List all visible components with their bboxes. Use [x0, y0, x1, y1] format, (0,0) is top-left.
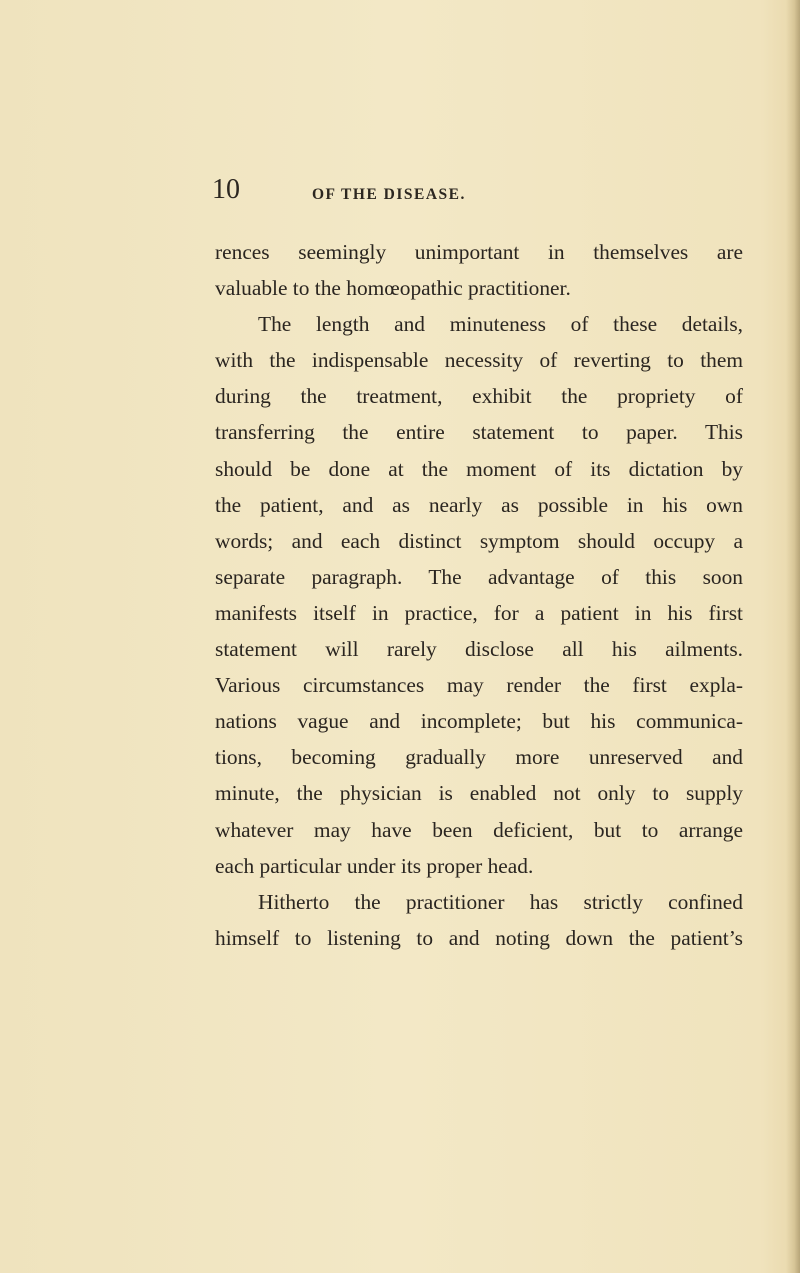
text-line: Hitherto the practitioner has strictly confined — [258, 889, 743, 914]
text-line: himself to listening to and noting down the patient’s — [215, 925, 743, 950]
text-line: tions, becoming gradually more unreserved and — [215, 745, 743, 770]
text-line: transferring the entire statement to paper. This — [215, 420, 743, 445]
text-line: rences seemingly unimportant in themselves are — [215, 240, 743, 264]
text-line: the patient, and as nearly as possible in his own — [215, 492, 743, 517]
text-line: manifests itself in practice, for a patient in his first — [215, 600, 743, 625]
text-line: separate paragraph. The advantage of this soon — [215, 564, 743, 589]
body-text — [215, 234, 743, 956]
text-line: valuable to the homœopathic practitioner. — [215, 276, 571, 301]
text-line: should be done at the moment of its dictation by — [215, 456, 743, 481]
page-edge-shadow — [786, 0, 800, 1273]
page-number: 10 — [212, 174, 240, 205]
text-line: statement will rarely disclose all his ailments. — [215, 637, 743, 662]
text-line: words; and each distinct symptom should occupy a — [215, 528, 743, 553]
text-line: whatever may have been deficient, but to arrange — [215, 817, 743, 842]
running-title: OF THE DISEASE. — [312, 186, 466, 203]
text-line: each particular under its proper head. — [215, 853, 534, 878]
text-line: Various circumstances may render the first expla- — [215, 673, 743, 698]
text-line: The length and minuteness of these details, — [258, 312, 743, 337]
text-line: with the indispensable necessity of reverting to them — [215, 348, 743, 373]
text-line: minute, the physician is enabled not only to supply — [215, 781, 743, 806]
text-line: nations vague and incomplete; but his communica- — [215, 709, 743, 734]
text-line: during the treatment, exhibit the propriety of — [215, 384, 743, 409]
